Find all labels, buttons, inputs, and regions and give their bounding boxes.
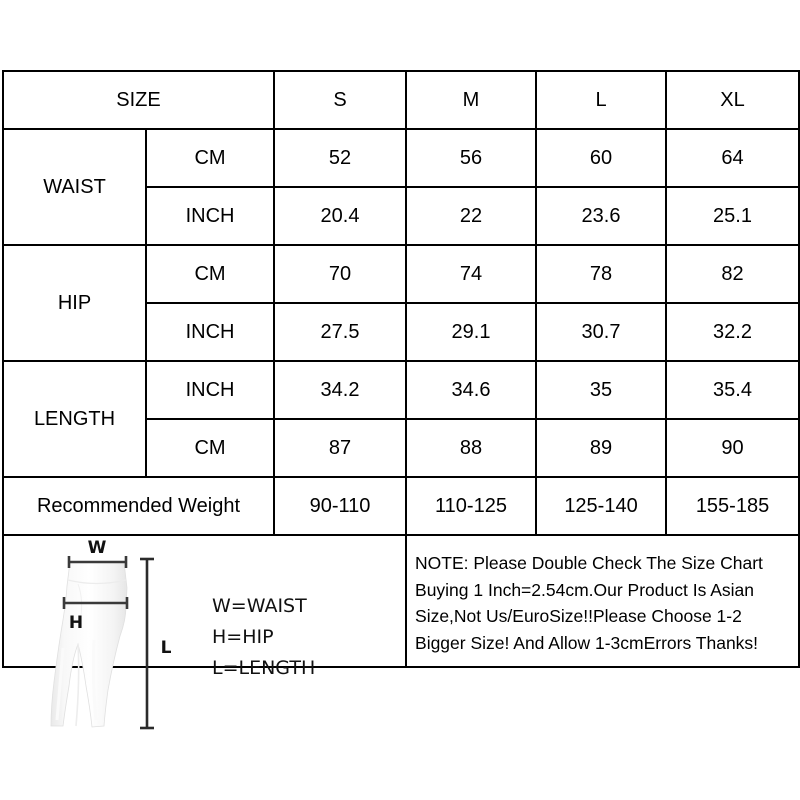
cell-weight-s: 90-110 <box>274 477 406 535</box>
legend-length: L=LENGTH <box>212 656 316 679</box>
unit-waist-inch: INCH <box>146 187 274 245</box>
cell-waist-inch-s: 20.4 <box>274 187 406 245</box>
length-marker-label: L <box>160 638 172 658</box>
cell-weight-m: 110-125 <box>406 477 536 535</box>
table-row-diagram-note <box>3 535 799 667</box>
cell-hip-cm-s: 70 <box>274 245 406 303</box>
table-row <box>3 245 799 303</box>
cell-hip-cm-l: 78 <box>536 245 666 303</box>
cell-hip-cm-m: 74 <box>406 245 536 303</box>
cell-length-inch-s: 34.2 <box>274 361 406 419</box>
legend-waist: W=WAIST <box>212 595 307 617</box>
group-label-hip: HIP <box>3 245 146 361</box>
cell-waist-cm-s: 52 <box>274 129 406 187</box>
header-column-l: L <box>536 71 666 129</box>
table-row <box>3 129 799 187</box>
cell-hip-cm-xl: 82 <box>666 245 799 303</box>
header-column-s: S <box>274 71 406 129</box>
table-header-row <box>3 71 799 129</box>
cell-length-cm-xl: 90 <box>666 419 799 477</box>
header-column-xl: XL <box>666 71 799 129</box>
unit-length-inch: INCH <box>146 361 274 419</box>
cell-hip-inch-xl: 32.2 <box>666 303 799 361</box>
unit-waist-cm: CM <box>146 129 274 187</box>
cell-waist-inch-l: 23.6 <box>536 187 666 245</box>
cell-length-inch-m: 34.6 <box>406 361 536 419</box>
hip-marker-label: H <box>68 613 84 633</box>
length-measure-bracket <box>140 559 154 728</box>
leggings-diagram <box>14 540 204 736</box>
cell-waist-cm-m: 56 <box>406 129 536 187</box>
note-text: NOTE: Please Double Check The Size Chart Buying 1 Inch=2.54cm.Our Product Is Asian Size,Not Us/EuroSize!!Please Choose 1-2 Bigger Size! And Allow 1-3cmErrors Thanks! <box>415 553 763 653</box>
header-size-label: SIZE <box>3 71 274 129</box>
legend-hip: H=HIP <box>212 625 274 648</box>
recommended-weight-label: Recommended Weight <box>3 477 274 535</box>
group-label-waist: WAIST <box>3 129 146 245</box>
header-column-m: M <box>406 71 536 129</box>
cell-weight-l: 125-140 <box>536 477 666 535</box>
garment-shape <box>51 562 127 727</box>
waist-marker-label: W <box>87 540 107 558</box>
cell-length-cm-m: 88 <box>406 419 536 477</box>
cell-hip-inch-m: 29.1 <box>406 303 536 361</box>
cell-waist-cm-xl: 64 <box>666 129 799 187</box>
cell-waist-inch-m: 22 <box>406 187 536 245</box>
size-chart-table <box>2 70 800 679</box>
cell-hip-inch-s: 27.5 <box>274 303 406 361</box>
cell-hip-inch-l: 30.7 <box>536 303 666 361</box>
group-label-length: LENGTH <box>3 361 146 477</box>
table-row-recommended-weight <box>3 477 799 535</box>
cell-waist-inch-xl: 25.1 <box>666 187 799 245</box>
note-cell <box>406 535 799 667</box>
cell-length-inch-l: 35 <box>536 361 666 419</box>
cell-length-cm-l: 89 <box>536 419 666 477</box>
cell-waist-cm-l: 60 <box>536 129 666 187</box>
cell-length-cm-s: 87 <box>274 419 406 477</box>
table-row <box>3 361 799 419</box>
unit-length-cm: CM <box>146 419 274 477</box>
cell-length-inch-xl: 35.4 <box>666 361 799 419</box>
measurement-legend <box>212 591 315 683</box>
cell-weight-xl: 155-185 <box>666 477 799 535</box>
unit-hip-cm: CM <box>146 245 274 303</box>
unit-hip-inch: INCH <box>146 303 274 361</box>
measurement-diagram-cell <box>3 535 406 679</box>
